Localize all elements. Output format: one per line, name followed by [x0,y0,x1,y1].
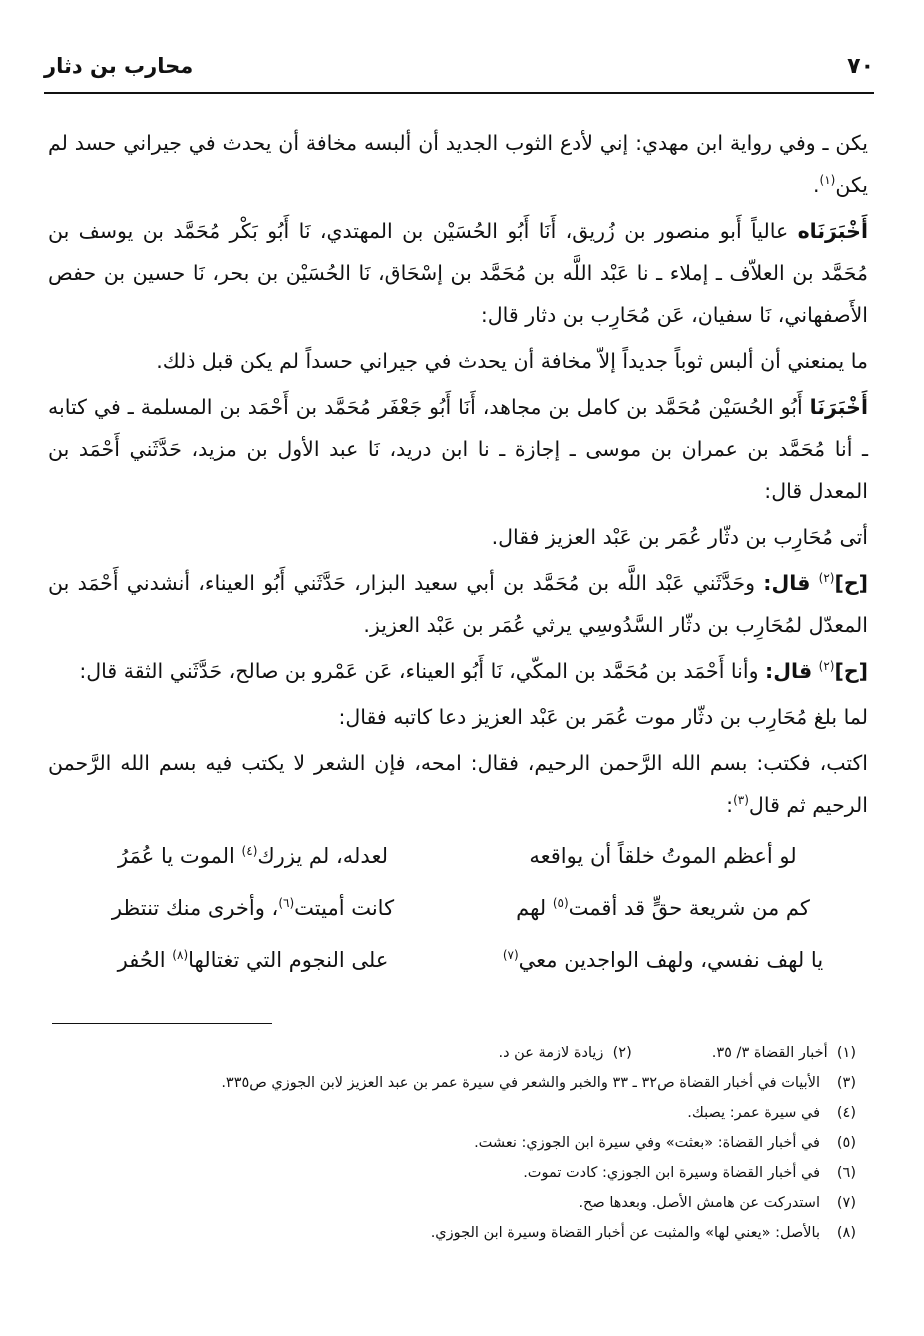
verse-hemistich-right: كم من شريعة حقٍّ قد أقمت$^{(٥)}$ لهم [516,896,810,920]
page-header [44,54,874,90]
footnote-mark: (٤) [241,844,258,858]
footnote-item: (٦) في أخبار القضاة وسيرة ابن الجوزي: كادت تموت. [523,1165,856,1181]
qal-label: قال: [765,659,813,683]
poem-verse [48,934,868,986]
footnote-mark: (٢) [818,571,835,586]
footnote-rule [52,1023,272,1024]
main-text [48,122,868,986]
verse-hemistich-left: لعدله، لم يزرك$^{(٤)}$ الموت يا عُمَرُ [118,844,388,868]
poem-verse [48,882,868,934]
paragraph-5: أتى مُحَارِب بن دثّار عُمَر بن عَبْد العزيز فقال. [491,525,868,549]
paragraph-3: ما يمنعني أن ألبس ثوباً جديداً إلاّ مخافة أن يحدث في جيراني حسداً لم يكن قبل ذلك. [156,349,868,373]
paragraph-2: أَخْبَرَنَاه عالياً أَبو منصور بن زُريق، أَنَا أَبُو الحُسَيْن بن المهتدي، نَا أَبُو بَكْر مُحَمَّد بن يوسف بن مُحَمَّد بن العلاّف ـ إملاء ـ نا عَبْد اللَّه بن مُحَمَّد بن إسْحَاق، نَا الحُسَيْن بن بحر، نَا حسين بن حفص الأَصفهاني، نَا سفيان، عَن مُحَارِب بن دثار قال: [48,219,868,327]
footnote-item: (١) أخبار القضاة ٣/ ٣٥. [711,1045,856,1061]
akhbarana-label: أَخْبَرَنَا [809,395,868,419]
page-number: ٧٠ [847,54,874,79]
footnote-item: (٧) استدركت عن هامش الأصل. وبعدها صح. [578,1195,856,1211]
footnotes [48,1038,856,1248]
ha-label: [ح] [834,571,868,595]
footnote-item: (٥) في أخبار القضاة: «بعثت» وفي سيرة ابن الجوزي: نعشت. [474,1135,856,1151]
paragraph-7: [ح]$^{(٢)}$ قال: وأنا أَحْمَد بن مُحَمَّد بن المكّي، نَا أَبُو العيناء، عَن عَمْرو بن صالح، حَدَّثَني الثقة قال: [79,659,868,683]
paragraph-6: [ح]$^{(٢)}$ قال: وحَدَّثَني عَبْد اللَّه بن مُحَمَّد بن أبي سعيد البزار، حَدَّثَني أَبُو العيناء، أنشدني أَحْمَد بن المعدّل لمُحَارِب بن دثّار السَّدُوسِي يرثي عُمَر بن عَبْد العزيز. [48,571,868,637]
footnote-mark: (٦) [278,896,295,910]
qal-label: قال: [763,571,811,595]
footnote-mark: (١) [819,173,836,188]
footnote-item: (٤) في سيرة عمر: يصبك. [687,1105,856,1121]
paragraph-9: اكتب، فكتب: بسم الله الرَّحمن الرحيم، فقال: امحه، فإن الشعر لا يكتب فيه بسم الله الرَّحمن الرحيم ثم قال$^{(٣)}$: [48,751,868,817]
footnote-mark: (٢) [818,659,835,674]
poem [48,830,868,986]
footnote-mark: (٥) [552,896,569,910]
verse-hemistich-right: لو أعظم الموتُ خلقاً أن يواقعه [529,844,797,868]
ha-label: [ح] [834,659,868,683]
footnote-row [48,1038,856,1068]
akhbarana-label: أَخْبَرَنَاه [797,219,868,243]
footnote-item: (٢) زيادة لازمة عن د. [498,1045,632,1061]
running-title: محارب بن دثار [44,54,194,78]
paragraph-8: لما بلغ مُحَارِب بن دثّار موت عُمَر بن عَبْد العزيز دعا كاتبه فقال: [338,705,868,729]
verse-hemistich-left: على النجوم التي تغتالها$^{(٨)}$ الحُفر [117,948,389,972]
header-rule [44,92,874,94]
footnote-mark: (٧) [502,948,519,962]
footnote-item: (٨) بالأصل: «يعني لها» والمثبت عن أخبار القضاة وسيرة ابن الجوزي. [430,1225,856,1241]
verse-hemistich-right: يا لهف نفسي، ولهف الواجدين معي$^{(٧)}$ [502,948,824,972]
footnote-mark: (٨) [172,948,189,962]
verse-hemistich-left: كانت أميتت$^{(٦)}$، وأخرى منك تنتظر [111,896,395,920]
poem-verse [48,830,868,882]
footnote-item: (٣) الأبيات في أخبار القضاة ص٣٢ ـ ٣٣ والخبر والشعر في سيرة عمر بن عبد العزيز لابن الجوزي ص٣٣٥. [221,1075,856,1091]
paragraph-4: أَخْبَرَنَا أَبُو الحُسَيْن مُحَمَّد بن كامل بن مجاهد، أَنَا أَبُو جَعْفَر مُحَمَّد بن أَحْمَد بن المسلمة ـ في كتابه ـ أنا مُحَمَّد بن عمران بن موسى ـ إجازة ـ نا ابن دريد، نَا عبد الأول بن مزيد، حَدَّثَني أَحْمَد بن المعدل قال: [48,395,868,503]
paragraph-1: يكن ـ وفي رواية ابن مهدي: إني لأدع الثوب الجديد أن ألبسه مخافة أن يحدث في جيراني حسد لم يكن$^{(١)}$. [48,131,868,197]
footnote-mark: (٣) [733,793,749,808]
